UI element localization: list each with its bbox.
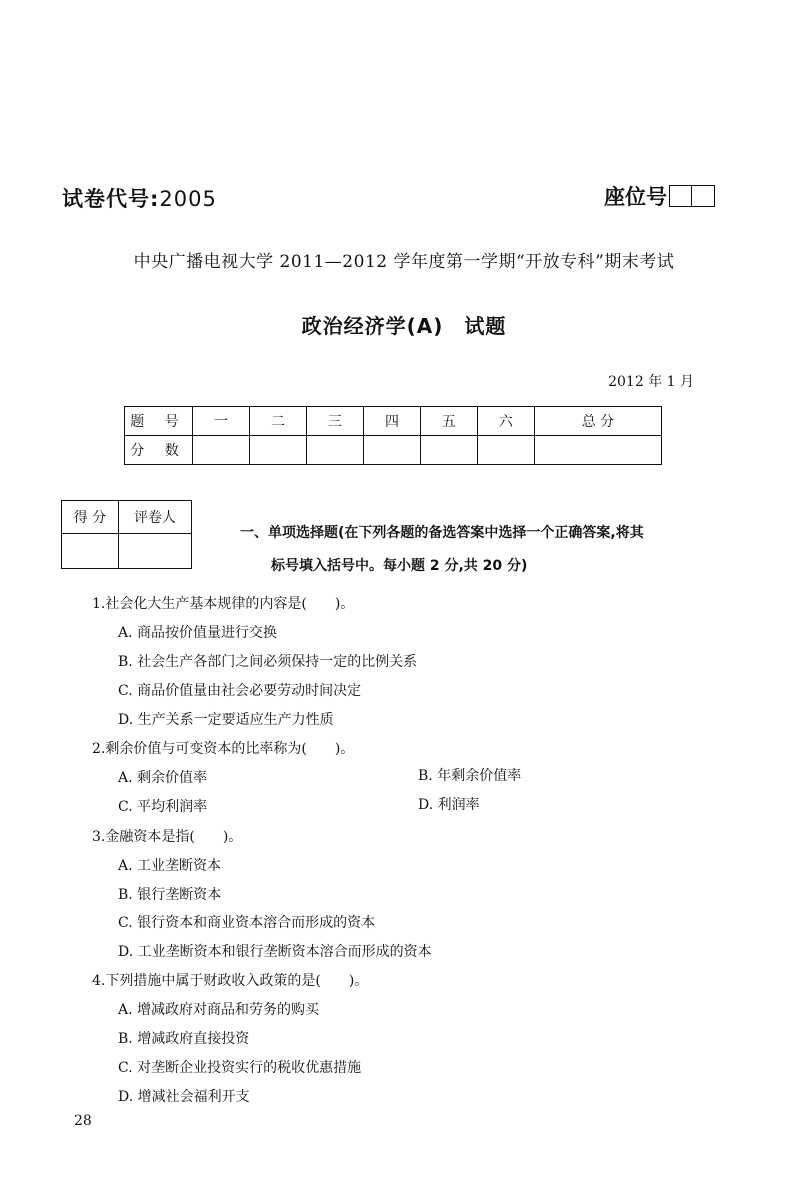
question-option: C. 商品价值量由社会必要劳动时间决定 — [118, 683, 362, 699]
question-text: 3.金融资本是指( )。 — [92, 829, 243, 845]
score-cell[interactable] — [534, 436, 661, 465]
score-table-header-row — [125, 407, 662, 436]
seat-number-label: 座位号 — [604, 185, 667, 209]
score-table-column: 六 — [477, 407, 534, 436]
score-table-column: 五 — [420, 407, 477, 436]
question-option: B. 社会生产各部门之间必须保持一定的比例关系 — [118, 654, 418, 670]
question-option: C. 银行资本和商业资本溶合而形成的资本 — [118, 915, 376, 931]
question-option: D. 利润率 — [418, 797, 480, 813]
exam-institution-line: 中央广播电视大学 2011—2012 学年度第一学期“开放专科”期末考试 — [133, 252, 675, 272]
score-cell[interactable] — [193, 436, 250, 465]
score-cell[interactable] — [363, 436, 420, 465]
question-option: A. 剩余价值率 — [118, 770, 208, 786]
exam-title: 政治经济学(A) 试题 — [301, 314, 507, 338]
score-cell[interactable] — [420, 436, 477, 465]
question-option: D. 增减社会福利开支 — [118, 1089, 250, 1105]
question-text: 4.下列措施中属于财政收入政策的是( )。 — [92, 973, 369, 989]
score-table-score-row — [125, 436, 662, 465]
seat-number — [604, 181, 715, 211]
score-cell[interactable] — [477, 436, 534, 465]
grader-table — [61, 500, 192, 569]
score-cell[interactable] — [249, 436, 306, 465]
score-table-column: 二 — [249, 407, 306, 436]
paper-code-label: 试卷代号: — [62, 187, 160, 211]
seat-number-boxes — [669, 185, 715, 207]
question-text: 1.社会化大生产基本规律的内容是( )。 — [92, 596, 355, 612]
question-option: B. 增减政府直接投资 — [118, 1031, 250, 1047]
grader-name-cell[interactable] — [118, 534, 191, 569]
question-option: D. 工业垄断资本和银行垄断资本溶合而形成的资本 — [118, 944, 432, 960]
paper-code — [62, 183, 217, 213]
question-option: A. 增减政府对商品和劳务的购买 — [118, 1002, 320, 1018]
score-table — [124, 406, 662, 465]
score-cell[interactable] — [306, 436, 363, 465]
question-option: C. 平均利润率 — [118, 799, 208, 815]
question-option: B. 银行垄断资本 — [118, 887, 222, 903]
score-table-column: 一 — [193, 407, 250, 436]
score-table-column: 三 — [306, 407, 363, 436]
score-table-column: 四 — [363, 407, 420, 436]
question-option: A. 工业垄断资本 — [118, 858, 222, 874]
question-text: 2.剩余价值与可变资本的比率称为( )。 — [92, 741, 355, 757]
section-heading-line1: 一、单项选择题(在下列各题的备选答案中选择一个正确答案,将其 — [240, 525, 644, 541]
grader-score-header: 得 分 — [62, 501, 119, 534]
grader-name-header: 评卷人 — [118, 501, 191, 534]
paper-code-value: 2005 — [159, 187, 217, 211]
question-option: A. 商品按价值量进行交换 — [118, 625, 278, 641]
seat-number-box[interactable] — [692, 185, 715, 207]
exam-date: 2012 年 1 月 — [608, 374, 694, 390]
grader-table-header-row — [62, 501, 192, 534]
question-option: D. 生产关系一定要适应生产力性质 — [118, 712, 334, 728]
grader-table-row — [62, 534, 192, 569]
section-heading-line2: 标号填入括号中。每小题 2 分,共 20 分) — [271, 558, 528, 574]
page-number: 28 — [74, 1113, 92, 1129]
score-table-column: 总 分 — [534, 407, 661, 436]
question-option: B. 年剩余价值率 — [418, 768, 522, 784]
question-option: C. 对垄断企业投资实行的税收优惠措施 — [118, 1060, 362, 1076]
grader-score-cell[interactable] — [62, 534, 119, 569]
score-table-row-label: 分 数 — [125, 436, 193, 465]
seat-number-box[interactable] — [669, 185, 692, 207]
score-table-row-label: 题 号 — [125, 407, 193, 436]
